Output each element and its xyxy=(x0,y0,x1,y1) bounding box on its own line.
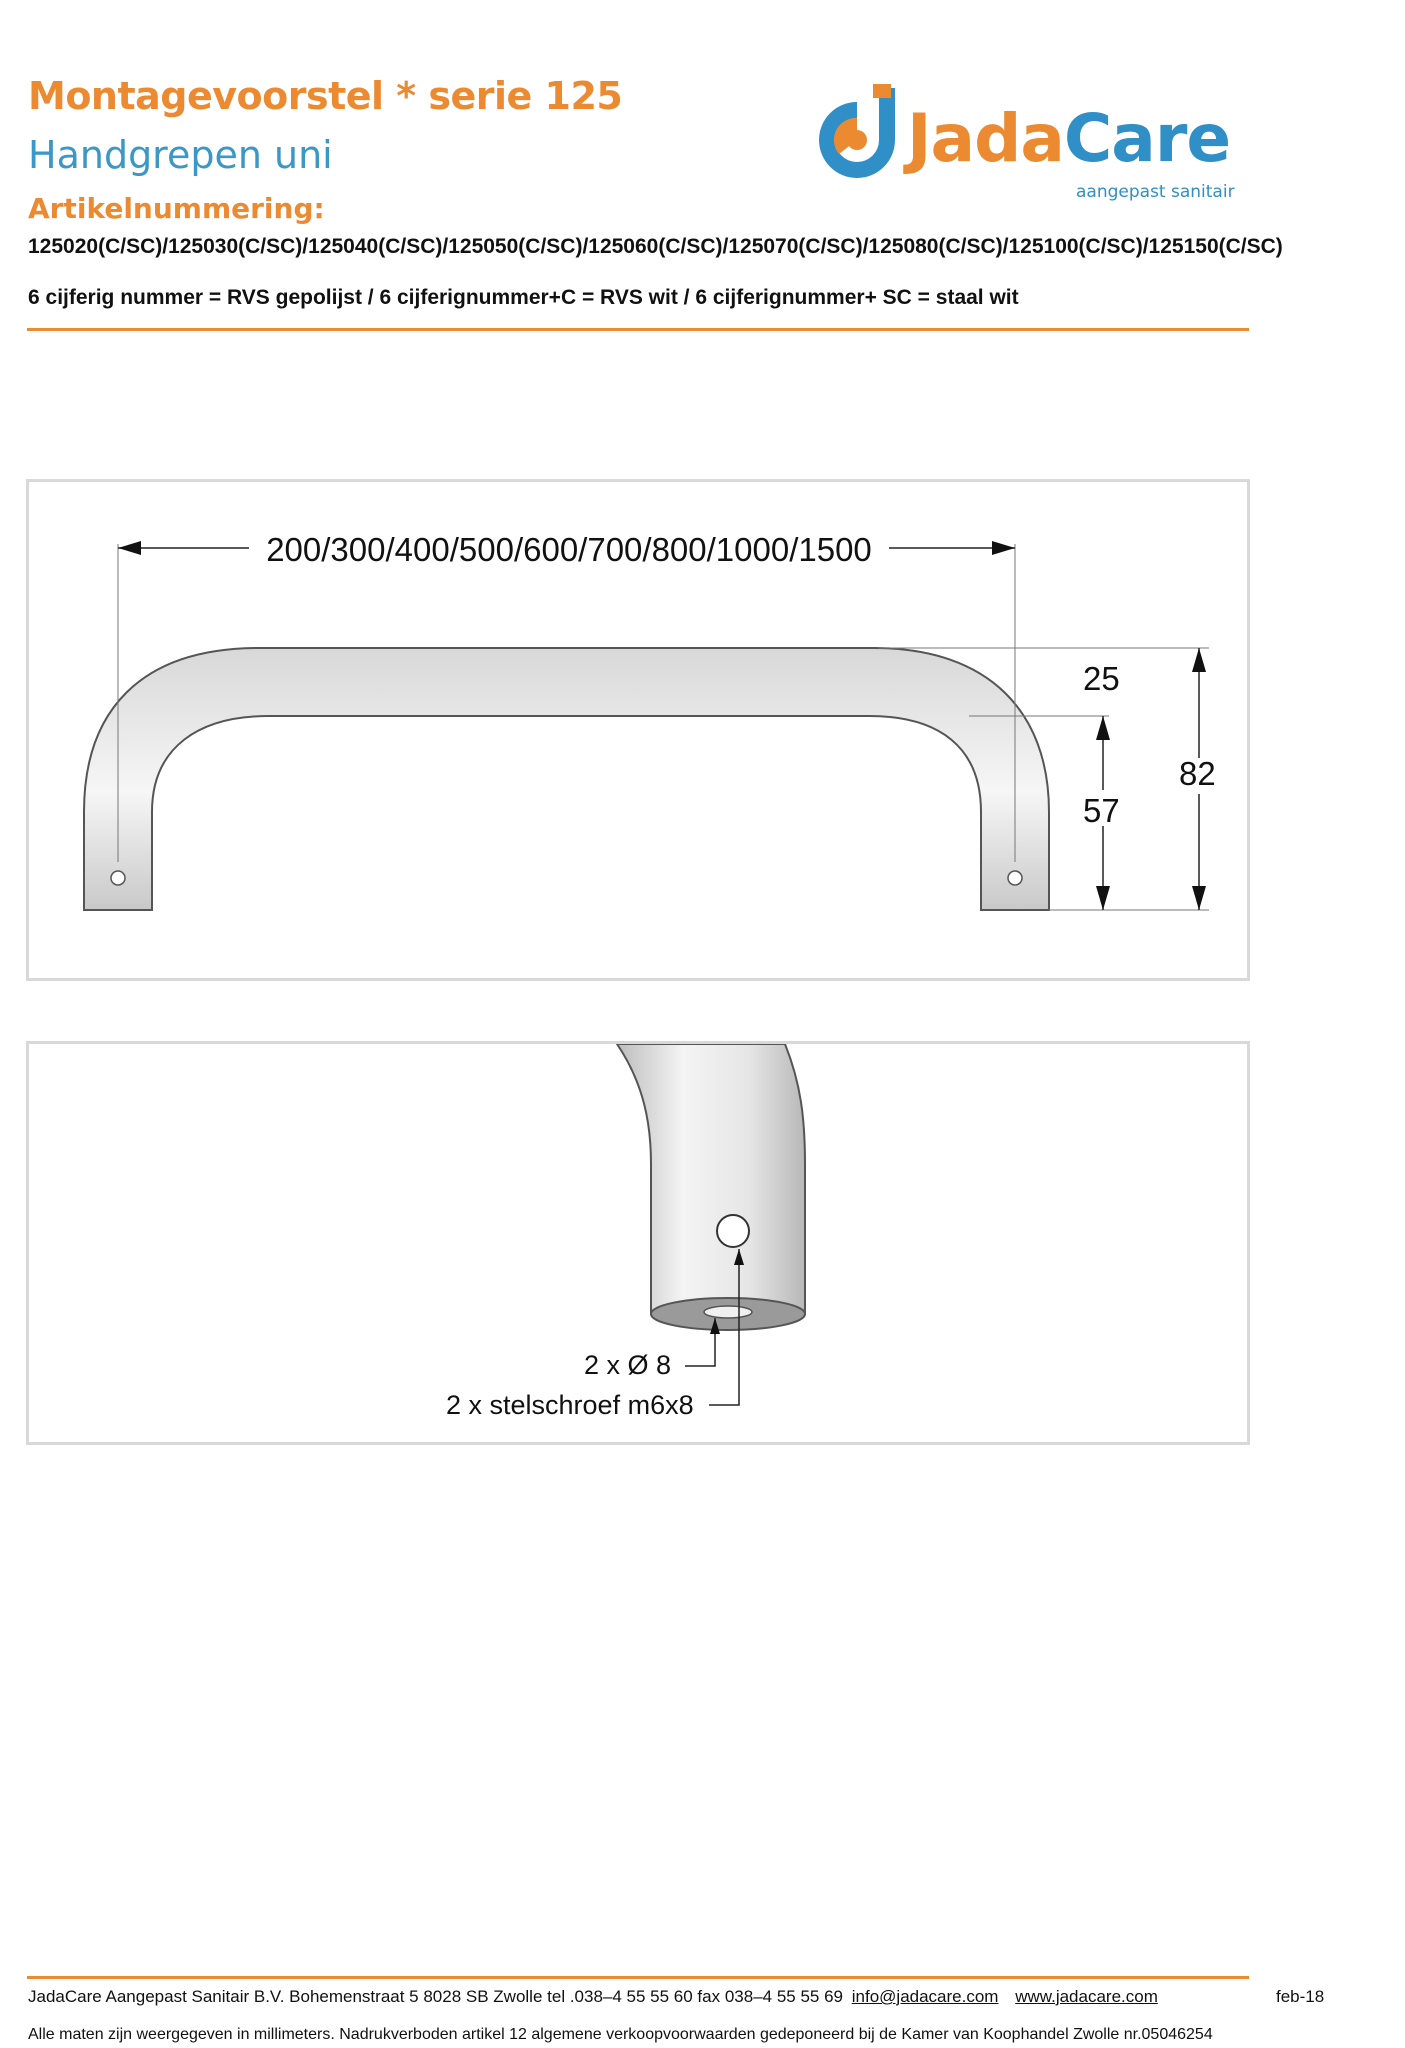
mount-hole-right xyxy=(1008,871,1022,885)
dim-total-label: 82 xyxy=(1179,755,1216,792)
footer-email-link[interactable]: info@jadacare.com xyxy=(851,1987,999,2006)
page-title: Montagevoorstel * serie 125 xyxy=(28,74,623,118)
section-label: Artikelnummering: xyxy=(28,192,325,225)
footer-website-link[interactable]: www.jadacare.com xyxy=(1015,1987,1158,2006)
page-subtitle: Handgrepen uni xyxy=(28,133,333,177)
logo-word-care: Care xyxy=(1063,100,1231,177)
variant-description: 6 cijferig nummer = RVS gepolijst / 6 cijferignummer+C = RVS wit / 6 cijferignummer+ SC = staal wit xyxy=(28,286,1019,309)
logo-tagline: aangepast sanitair xyxy=(1076,182,1235,202)
logo-word-jada: Jada xyxy=(907,100,1064,177)
dim-bottom-label: 57 xyxy=(1083,792,1120,829)
logo-mark-icon xyxy=(815,84,905,180)
mount-detail-panel xyxy=(26,1041,1250,1445)
footer-contact xyxy=(28,1987,1158,2007)
width-dimension-label: 200/300/400/500/600/700/800/1000/1500 xyxy=(266,531,872,568)
mount-hole-left xyxy=(111,871,125,885)
footer-disclaimer: Alle maten zijn weergegeven in millimeters. Nadrukverboden artikel 12 algemene verkoopvoorwaarden gedeponeerd bij de Kamer van Koophandel Zwolle nr.05046254 xyxy=(28,2026,1213,2043)
handle-body xyxy=(84,648,1049,910)
handle-side-drawing xyxy=(29,482,1247,978)
header-divider xyxy=(27,328,1249,331)
handle-dimension-panel xyxy=(26,479,1250,981)
screws-label: 2 x stelschroef m6x8 xyxy=(446,1390,694,1420)
footer-date: feb-18 xyxy=(1276,1987,1325,2006)
footer-company: JadaCare Aangepast Sanitair B.V. Bohemenstraat 5 8028 SB Zwolle tel .038–4 55 55 60 fax 038–4 55 55 69 xyxy=(28,1987,844,2006)
footer-divider xyxy=(27,1976,1249,1979)
tube-end-hole xyxy=(704,1306,752,1318)
dim-top-label: 25 xyxy=(1083,660,1120,697)
side-hole xyxy=(717,1215,749,1247)
article-numbers: 125020(C/SC)/125030(C/SC)/125040(C/SC)/125050(C/SC)/125060(C/SC)/125070(C/SC)/125080(C/SC)/125100(C/SC)/125150(C/SC) xyxy=(28,235,1283,258)
holes-label: 2 x Ø 8 xyxy=(584,1350,672,1380)
mount-detail-drawing xyxy=(29,1044,1247,1442)
